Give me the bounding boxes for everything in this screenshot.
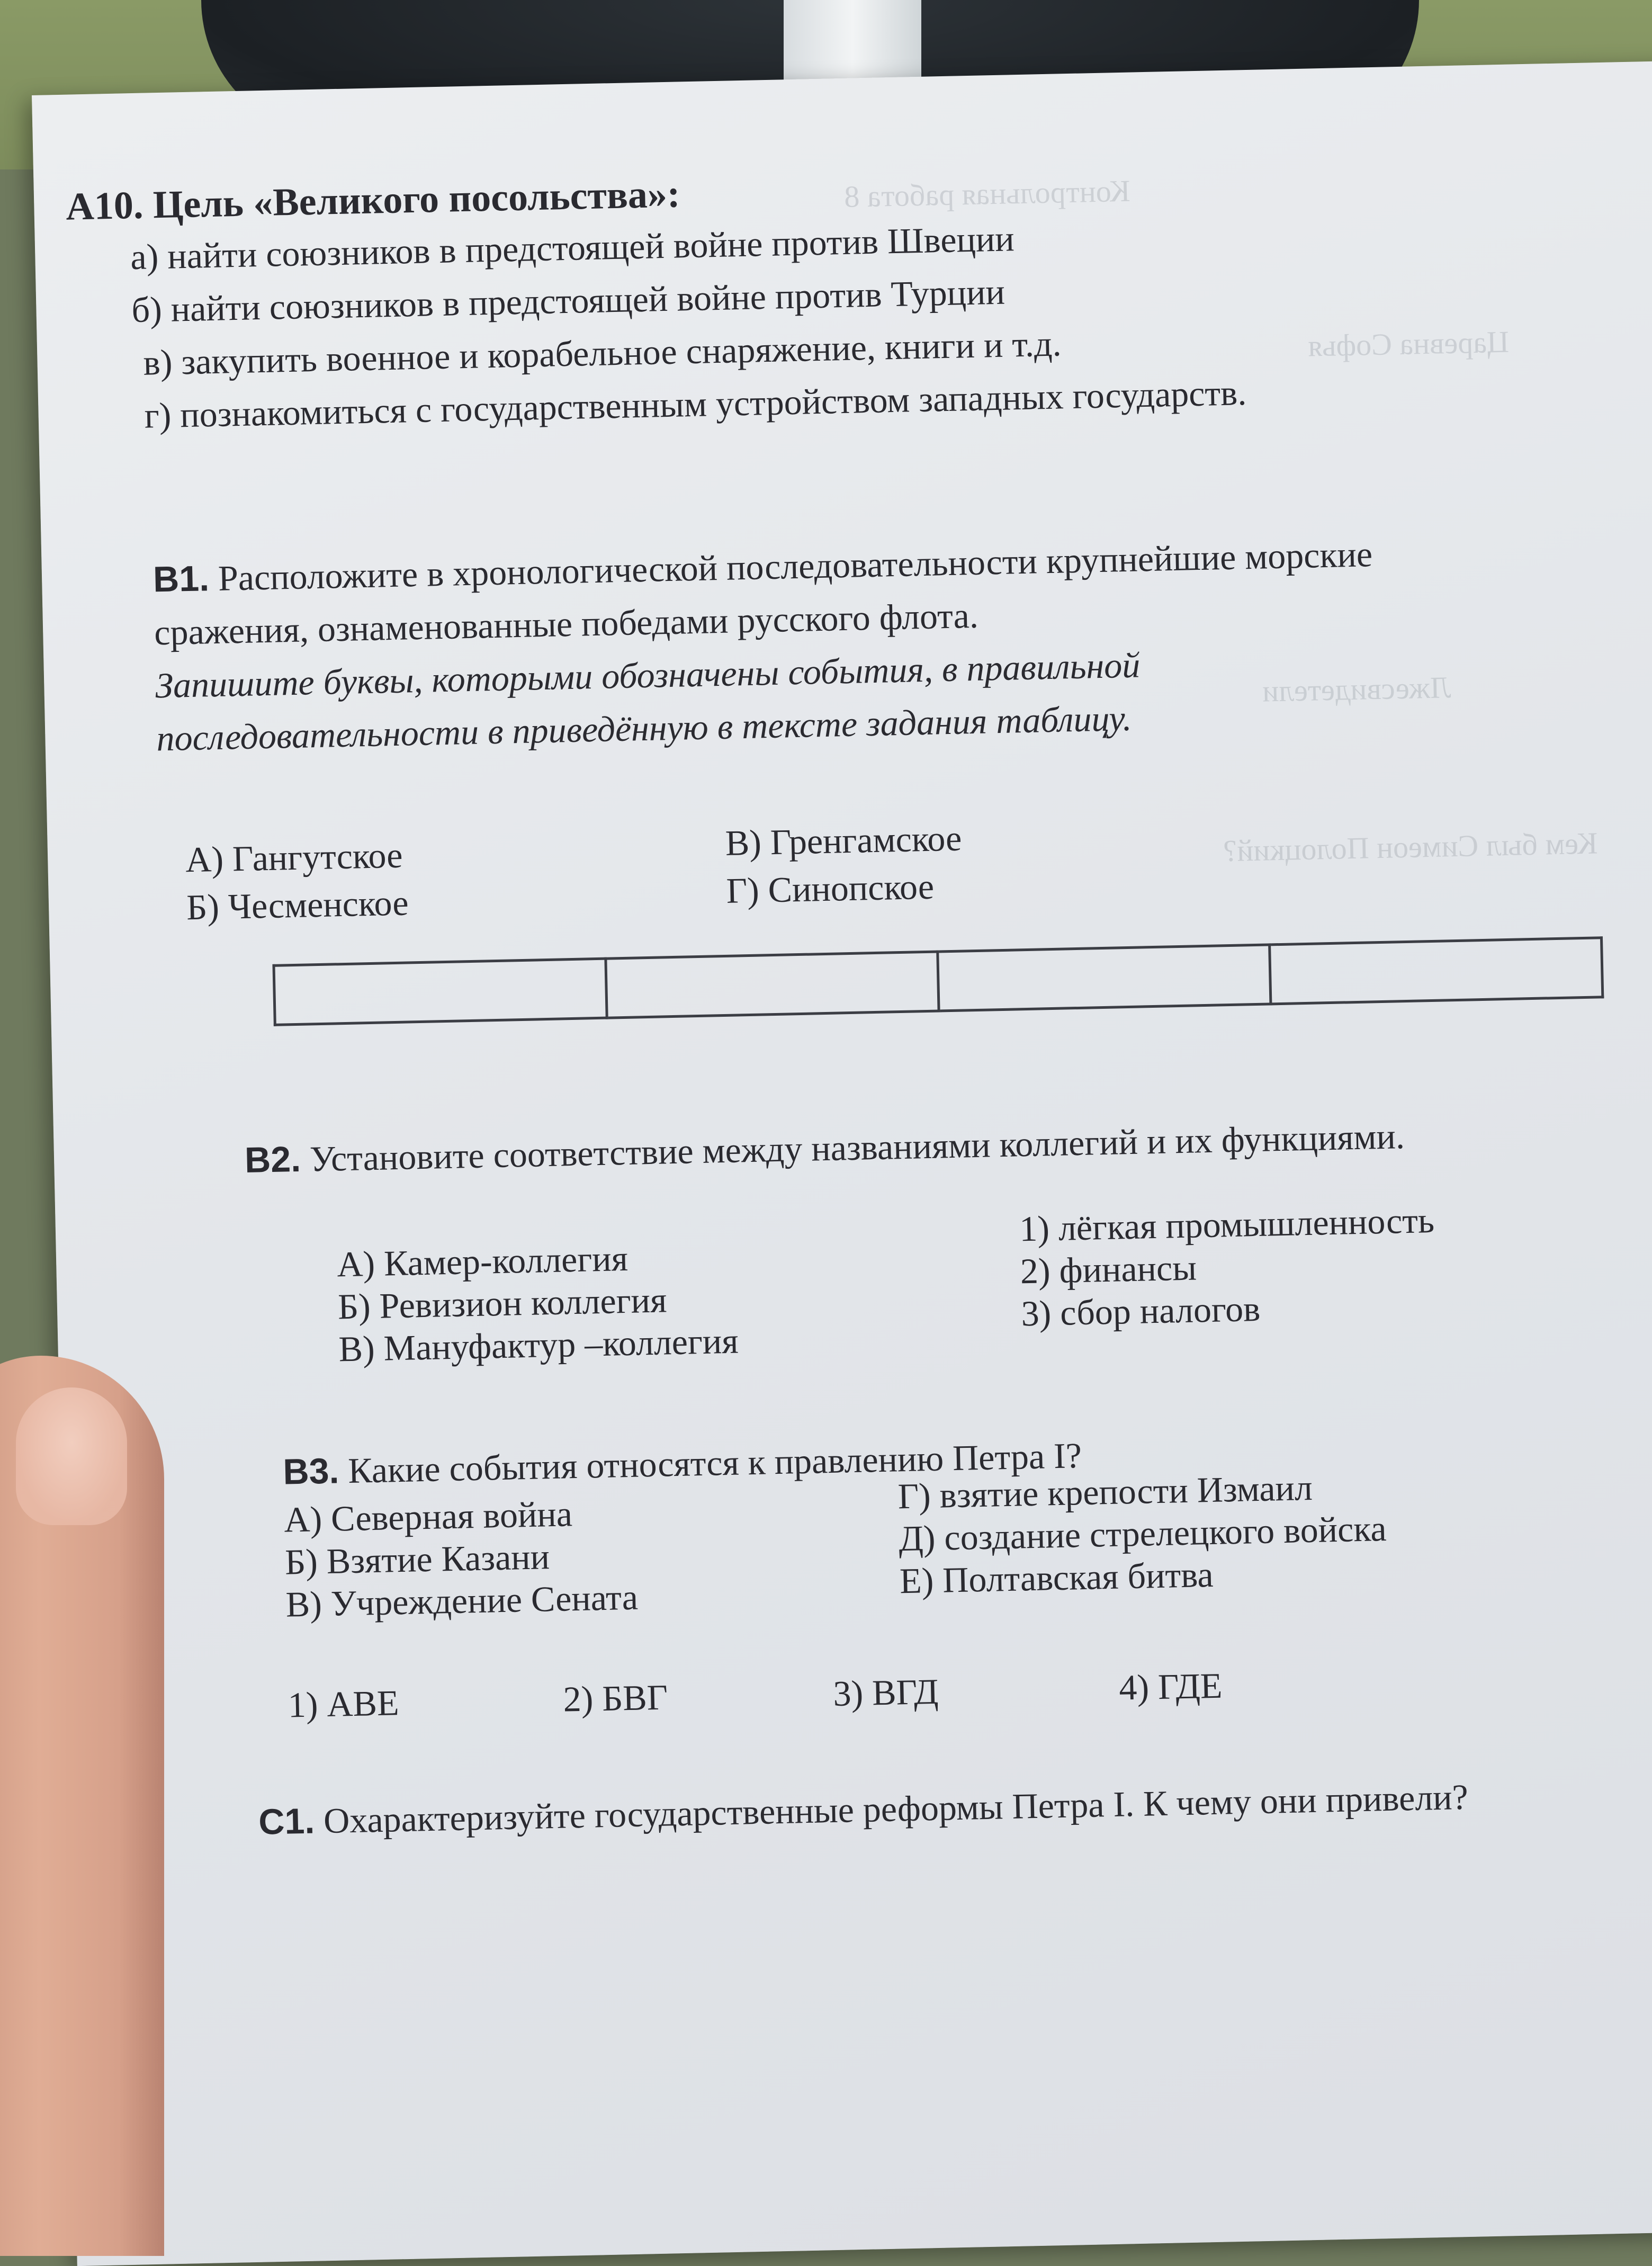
- test-sheet: [32, 61, 1652, 2266]
- bleed-through-title: Контрольная работа 8: [843, 173, 1131, 214]
- a10-option: в) закупить военное и корабельное снаряжение, книги и т.д.: [142, 323, 1062, 383]
- answer-cell[interactable]: [1270, 938, 1603, 1004]
- b2-left-item: А) Камер-коллегия: [336, 1238, 629, 1285]
- b3-right-item: Е) Полтавская битва: [899, 1554, 1214, 1601]
- c1-label: С1.: [258, 1801, 315, 1842]
- b3-answer-choice: 3) ВГД: [832, 1671, 939, 1714]
- a10-option: а) найти союзников в предстоящей войне против Швеции: [130, 218, 1015, 277]
- b3-right-item: Д) создание стрелецкого войска: [898, 1508, 1387, 1559]
- a10-option: б) найти союзников в предстоящей войне против Турции: [131, 271, 1005, 330]
- c1-question: [258, 1776, 1469, 1843]
- b1-question-line: сражения, ознаменованные победами русского флота.: [154, 595, 979, 653]
- b2-left-item: Б) Ревизион коллегия: [337, 1279, 667, 1327]
- bleed-through-line: Кем был Симеон Полоцкий?: [1223, 826, 1599, 868]
- b3-right-item: Г) взятие крепости Измаил: [897, 1467, 1313, 1517]
- thumbnail-highlight: [16, 1387, 127, 1525]
- bleed-through-line: Лжесвидетели: [1262, 670, 1452, 709]
- b3-left-item: Б) Взятие Казани: [284, 1536, 550, 1582]
- b3-left-item: А) Северная война: [283, 1493, 573, 1540]
- b1-instruction: последовательности в приведённую в тексте задания таблицу.: [156, 697, 1133, 759]
- b1-question-line: Расположите в хронологической последовательности крупнейшие морские: [218, 534, 1373, 598]
- b1-option: Б) Чесменское: [186, 882, 409, 928]
- b3-answer-choice: 2) БВГ: [562, 1677, 668, 1719]
- b2-right-item: 2) финансы: [1020, 1247, 1197, 1292]
- b1-label: В1.: [152, 558, 210, 600]
- b1-answer-table[interactable]: [272, 936, 1604, 1026]
- b3-left-item: В) Учреждение Сената: [285, 1577, 639, 1625]
- answer-cell[interactable]: [938, 945, 1271, 1011]
- b2-label: В2.: [244, 1139, 301, 1181]
- b2-right-item: 3) сбор налогов: [1020, 1288, 1261, 1334]
- b1-option: В) Гренгамское: [725, 818, 963, 863]
- bleed-through-line: Царевна Софья: [1307, 324, 1510, 363]
- b2-question-text: Установите соответствие между названиями коллегий и их функциями.: [309, 1116, 1405, 1179]
- a10-option: г) познакомиться с государственным устройством западных государств.: [143, 372, 1247, 436]
- a10-question: А10. Цель «Великого посольства»:: [65, 172, 681, 229]
- b3-answer-choice: 1) АВЕ: [287, 1682, 400, 1725]
- answer-cell[interactable]: [606, 952, 939, 1018]
- b3-answer-choice: 4) ГДЕ: [1118, 1665, 1223, 1708]
- b3-label: В3.: [282, 1450, 340, 1492]
- b1-instruction: Запишите буквы, которыми обозначены события, в правильной: [155, 644, 1141, 706]
- b3-question-text: Какие события относятся к правлению Петра I?: [347, 1435, 1082, 1491]
- b1-option: Г) Синопское: [725, 866, 935, 911]
- answer-cell[interactable]: [274, 959, 607, 1025]
- b1-option: А) Гангутское: [185, 835, 403, 880]
- b2-left-item: В) Мануфактур –коллегия: [338, 1320, 739, 1369]
- c1-question-text: Охарактеризуйте государственные реформы Петра I. К чему они привели?: [323, 1776, 1469, 1841]
- b2-right-item: 1) лёгкая промышленность: [1019, 1200, 1435, 1249]
- b2-question: [244, 1115, 1405, 1181]
- b1-question: [152, 533, 1372, 601]
